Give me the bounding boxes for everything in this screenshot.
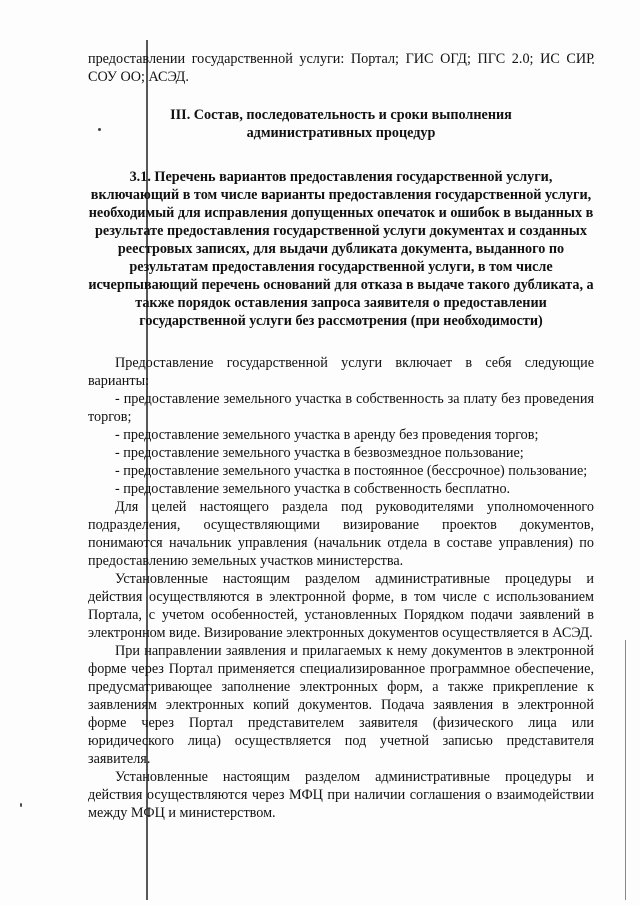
subsection-title: 3.1. Перечень вариантов предоставления государственной услуги, включающий в том числе варианты предоставления государственной услуги, необходимый для исправления допущенных опечаток и ошибок в выданных в результате предоставления государственной услуги документах и созданных реестровых записях, для выдачи дубликата документа, выданного по результатам предоставления государственной услуги, в том числе исчерпывающий перечень оснований для отказа в выдаче такого дубликата, а также порядок оставления запроса заявителя о предоставлении государственной услуги без рассмотрения (при необходимости) (88, 169, 594, 329)
paragraph-supervisors: Для целей настоящего раздела под руководителями уполномоченного подразделения, осуществляющими визирование проектов документов, понимаются начальник управления (начальник отдела в составе управления) по предоставлению земельных участков министерства. (88, 499, 594, 569)
scan-speck (20, 803, 22, 807)
paragraph-mfc: Установленные настоящим разделом административные процедуры и действия осуществляются через МФЦ при наличии соглашения о взаимодействии между МФЦ и министерством. (88, 769, 594, 821)
document-body (88, 50, 594, 822)
section-title: III. Состав, последовательность и сроки выполнения административных процедур (170, 107, 512, 141)
variant-item: - предоставление земельного участка в безвозмездное пользование; (115, 445, 524, 461)
intro-text: предоставлении государственной услуги: Портал; ГИС ОГД; ПГС 2.0; ИС СИР СОУ ОО; АСЭД. (88, 51, 594, 85)
variant-item: - предоставление земельного участка в собственность за плату без проведения торгов; (88, 391, 594, 425)
variant-item: - предоставление земельного участка в собственность бесплатно. (115, 481, 511, 497)
variant-item: - предоставление земельного участка в постоянное (бессрочное) пользование; (115, 463, 588, 479)
variants-intro: Предоставление государственной услуги включает в себя следующие варианты: (88, 355, 594, 389)
variants-list (88, 390, 594, 498)
paragraph-portal-submission: При направлении заявления и прилагаемых к нему документов в электронной форме через Портал применяется специализированное программное обеспечение, предусматривающее заполнение электронных форм, а также прикрепление к заявлениям электронных копий документов. Подача заявления в электронной форме через Портал представителем заявителя (физического лица или юридического лица) осуществляется под учетной записью представителя заявителя. (88, 643, 594, 767)
paragraph-electronic-form: Установленные настоящим разделом административные процедуры и действия осуществляются в электронной форме, в том числе с использованием Портала, с учетом особенностей, установленных Порядком подачи заявлений в электронном виде. Визирование электронных документов осуществляется в АСЭД. (88, 571, 594, 641)
scan-edge-line (625, 640, 626, 900)
variant-item: - предоставление земельного участка в аренду без проведения торгов; (115, 427, 539, 443)
